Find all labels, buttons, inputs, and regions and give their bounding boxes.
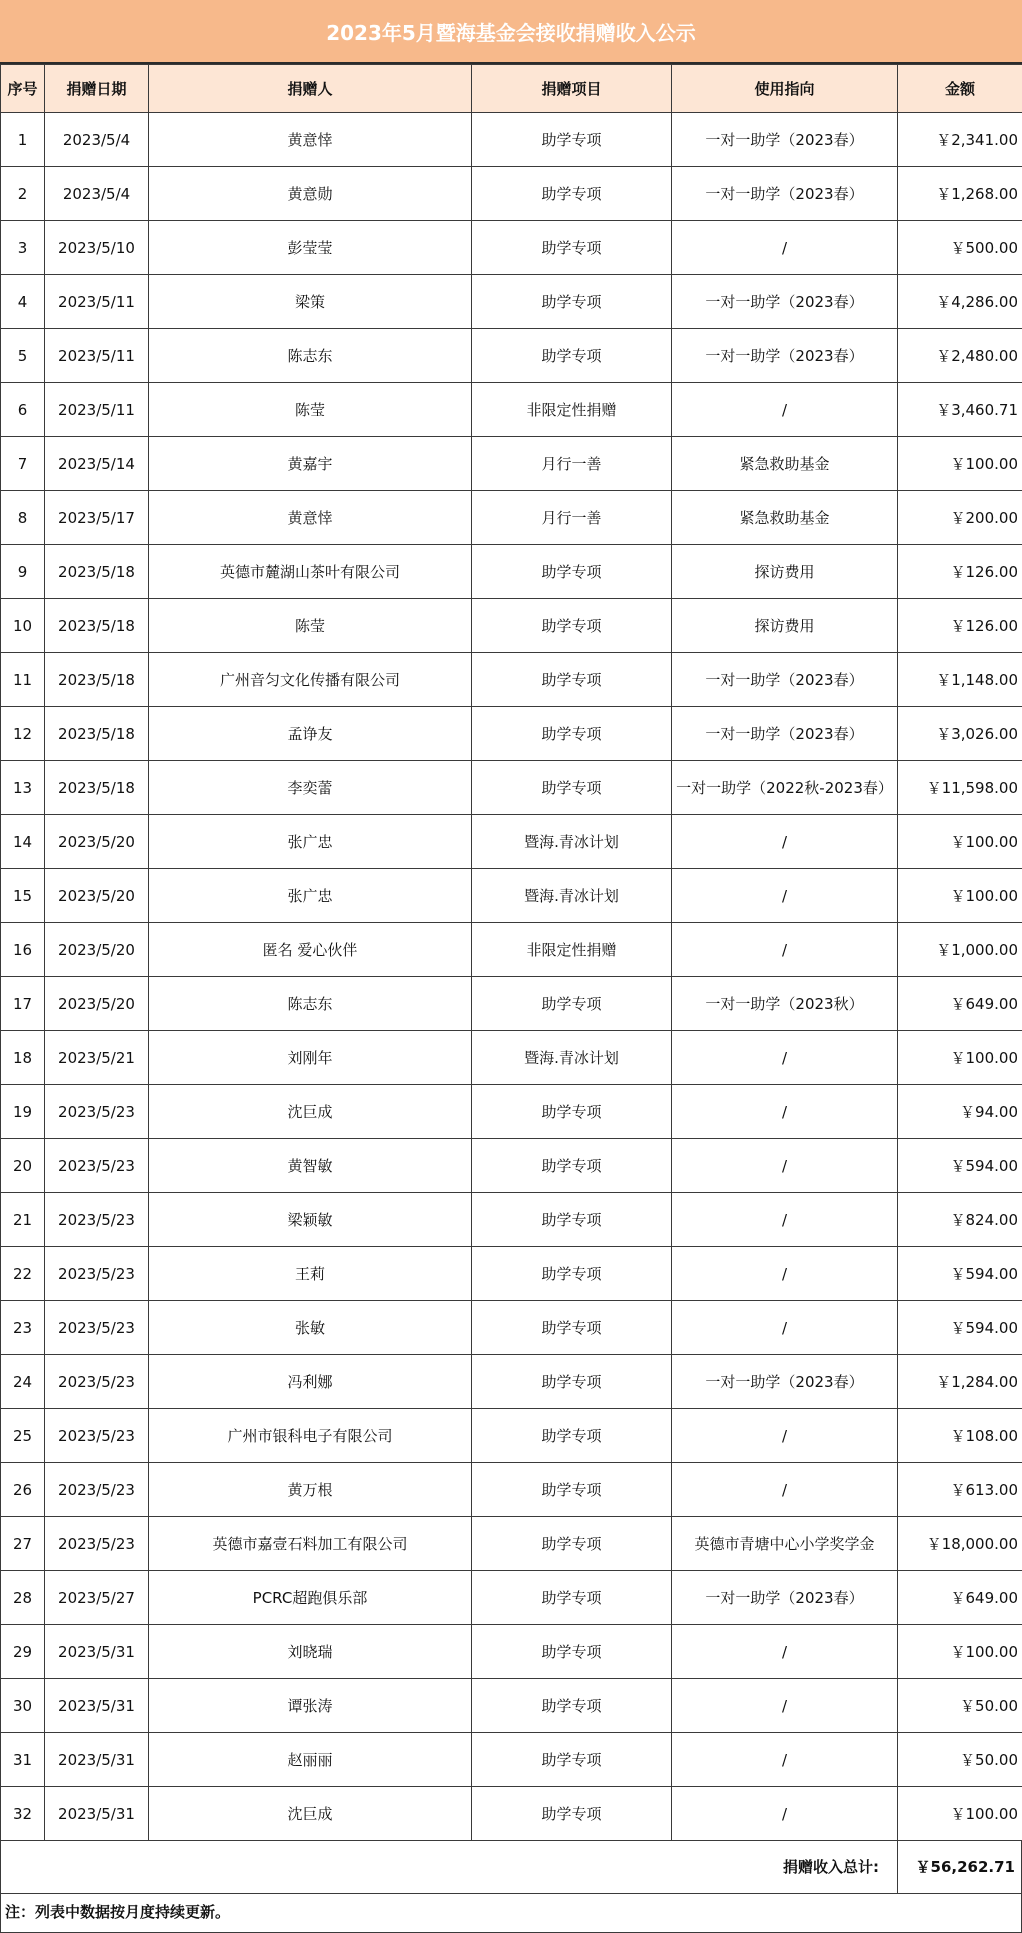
- row-use: /: [672, 1139, 898, 1193]
- row-date: 2023/5/20: [45, 923, 149, 977]
- row-date: 2023/5/4: [45, 167, 149, 221]
- row-amount: ￥500.00: [898, 221, 1022, 275]
- table-row: [1, 1517, 1022, 1571]
- table-row: [1, 1193, 1022, 1247]
- table-row: [1, 1139, 1022, 1193]
- row-date: 2023/5/31: [45, 1625, 149, 1679]
- row-project: 助学专项: [472, 977, 672, 1031]
- row-use: /: [672, 1193, 898, 1247]
- row-index: 9: [1, 545, 45, 599]
- row-donor: 黄嘉宇: [149, 437, 472, 491]
- row-donor: 刘晓瑞: [149, 1625, 472, 1679]
- row-use: 一对一助学（2023春）: [672, 1355, 898, 1409]
- row-index: 26: [1, 1463, 45, 1517]
- row-project: 助学专项: [472, 1733, 672, 1787]
- row-index: 10: [1, 599, 45, 653]
- table-row: [1, 1463, 1022, 1517]
- row-amount: ￥100.00: [898, 437, 1022, 491]
- row-project: 助学专项: [472, 1301, 672, 1355]
- row-donor: 黄意悻: [149, 113, 472, 167]
- table-row: [1, 869, 1022, 923]
- row-use: 一对一助学（2023春）: [672, 167, 898, 221]
- row-project: 非限定性捐赠: [472, 383, 672, 437]
- row-donor: 王莉: [149, 1247, 472, 1301]
- row-amount: ￥1,268.00: [898, 167, 1022, 221]
- row-project: 助学专项: [472, 1517, 672, 1571]
- row-date: 2023/5/31: [45, 1733, 149, 1787]
- row-project: 助学专项: [472, 653, 672, 707]
- row-index: 32: [1, 1787, 45, 1841]
- row-use: 紧急救助基金: [672, 491, 898, 545]
- table-row: [1, 761, 1022, 815]
- row-amount: ￥3,460.71: [898, 383, 1022, 437]
- row-project: 助学专项: [472, 1085, 672, 1139]
- row-project: 月行一善: [472, 491, 672, 545]
- row-date: 2023/5/10: [45, 221, 149, 275]
- row-use: 一对一助学（2023春）: [672, 707, 898, 761]
- table-row: [1, 653, 1022, 707]
- row-donor: 冯利娜: [149, 1355, 472, 1409]
- row-date: 2023/5/21: [45, 1031, 149, 1085]
- row-index: 19: [1, 1085, 45, 1139]
- row-donor: 陈莹: [149, 383, 472, 437]
- row-amount: ￥649.00: [898, 1571, 1022, 1625]
- row-date: 2023/5/14: [45, 437, 149, 491]
- table-row: [1, 1787, 1022, 1841]
- row-index: 11: [1, 653, 45, 707]
- row-amount: ￥50.00: [898, 1679, 1022, 1733]
- row-amount: ￥100.00: [898, 869, 1022, 923]
- row-donor: 英德市嘉壹石料加工有限公司: [149, 1517, 472, 1571]
- row-index: 22: [1, 1247, 45, 1301]
- row-use: /: [672, 815, 898, 869]
- row-amount: ￥50.00: [898, 1733, 1022, 1787]
- row-index: 3: [1, 221, 45, 275]
- table-row: [1, 167, 1022, 221]
- row-project: 助学专项: [472, 545, 672, 599]
- row-index: 30: [1, 1679, 45, 1733]
- row-use: /: [672, 1679, 898, 1733]
- row-project: 月行一善: [472, 437, 672, 491]
- row-use: /: [672, 1085, 898, 1139]
- row-project: 助学专项: [472, 1571, 672, 1625]
- row-project: 暨海.青冰计划: [472, 869, 672, 923]
- footnote: 注：列表中数据按月度持续更新。: [0, 1894, 1022, 1933]
- row-project: 助学专项: [472, 329, 672, 383]
- row-project: 助学专项: [472, 1787, 672, 1841]
- row-date: 2023/5/20: [45, 977, 149, 1031]
- table-row: [1, 1247, 1022, 1301]
- row-index: 1: [1, 113, 45, 167]
- row-index: 12: [1, 707, 45, 761]
- table-row: [1, 599, 1022, 653]
- row-project: 助学专项: [472, 1355, 672, 1409]
- row-project: 助学专项: [472, 1193, 672, 1247]
- row-project: 助学专项: [472, 1247, 672, 1301]
- row-date: 2023/5/18: [45, 545, 149, 599]
- total-label: 捐赠收入总计:: [783, 1858, 879, 1876]
- table-row: [1, 1571, 1022, 1625]
- row-donor: 英德市麓湖山茶叶有限公司: [149, 545, 472, 599]
- row-amount: ￥594.00: [898, 1301, 1022, 1355]
- row-donor: 李奕蕾: [149, 761, 472, 815]
- row-date: 2023/5/27: [45, 1571, 149, 1625]
- row-amount: ￥3,026.00: [898, 707, 1022, 761]
- row-date: 2023/5/23: [45, 1517, 149, 1571]
- row-date: 2023/5/11: [45, 275, 149, 329]
- row-index: 18: [1, 1031, 45, 1085]
- row-use: /: [672, 1247, 898, 1301]
- row-amount: ￥594.00: [898, 1247, 1022, 1301]
- row-donor: 黄万根: [149, 1463, 472, 1517]
- row-amount: ￥1,000.00: [898, 923, 1022, 977]
- row-date: 2023/5/23: [45, 1247, 149, 1301]
- row-date: 2023/5/23: [45, 1463, 149, 1517]
- table-row: [1, 977, 1022, 1031]
- row-donor: 张敏: [149, 1301, 472, 1355]
- row-donor: 彭莹莹: [149, 221, 472, 275]
- row-index: 27: [1, 1517, 45, 1571]
- header-index: 序号: [1, 65, 45, 113]
- total-row: [0, 1841, 1022, 1894]
- row-date: 2023/5/31: [45, 1787, 149, 1841]
- row-amount: ￥594.00: [898, 1139, 1022, 1193]
- row-donor: 黄智敏: [149, 1139, 472, 1193]
- row-date: 2023/5/23: [45, 1085, 149, 1139]
- row-index: 4: [1, 275, 45, 329]
- row-use: 紧急救助基金: [672, 437, 898, 491]
- row-amount: ￥100.00: [898, 815, 1022, 869]
- row-donor: 广州市银科电子有限公司: [149, 1409, 472, 1463]
- row-date: 2023/5/20: [45, 869, 149, 923]
- table-row: [1, 1301, 1022, 1355]
- row-project: 助学专项: [472, 707, 672, 761]
- row-project: 助学专项: [472, 167, 672, 221]
- table-row: [1, 923, 1022, 977]
- row-amount: ￥613.00: [898, 1463, 1022, 1517]
- row-donor: 赵丽丽: [149, 1733, 472, 1787]
- table-row: [1, 1733, 1022, 1787]
- row-index: 29: [1, 1625, 45, 1679]
- row-donor: 沈巨成: [149, 1787, 472, 1841]
- row-amount: ￥2,480.00: [898, 329, 1022, 383]
- header-use: 使用指向: [672, 65, 898, 113]
- row-date: 2023/5/4: [45, 113, 149, 167]
- row-donor: 梁策: [149, 275, 472, 329]
- table-header-row: [1, 65, 1022, 113]
- row-use: 一对一助学（2023秋）: [672, 977, 898, 1031]
- table-row: [1, 1625, 1022, 1679]
- row-index: 25: [1, 1409, 45, 1463]
- header-amount: 金额: [898, 65, 1022, 113]
- row-project: 助学专项: [472, 221, 672, 275]
- row-use: 一对一助学（2023春）: [672, 329, 898, 383]
- table-row: [1, 275, 1022, 329]
- row-donor: 陈志东: [149, 329, 472, 383]
- row-project: 助学专项: [472, 599, 672, 653]
- row-project: 暨海.青冰计划: [472, 1031, 672, 1085]
- row-use: /: [672, 1787, 898, 1841]
- row-amount: ￥126.00: [898, 545, 1022, 599]
- table-row: [1, 1409, 1022, 1463]
- row-amount: ￥94.00: [898, 1085, 1022, 1139]
- row-use: 一对一助学（2023春）: [672, 1571, 898, 1625]
- row-donor: 梁颖敏: [149, 1193, 472, 1247]
- row-index: 28: [1, 1571, 45, 1625]
- table-row: [1, 113, 1022, 167]
- row-project: 助学专项: [472, 1679, 672, 1733]
- row-use: /: [672, 1733, 898, 1787]
- table-row: [1, 329, 1022, 383]
- row-donor: 孟诤友: [149, 707, 472, 761]
- row-use: 一对一助学（2023春）: [672, 653, 898, 707]
- row-index: 2: [1, 167, 45, 221]
- row-amount: ￥18,000.00: [898, 1517, 1022, 1571]
- row-index: 8: [1, 491, 45, 545]
- row-use: /: [672, 869, 898, 923]
- row-donor: 陈莹: [149, 599, 472, 653]
- row-amount: ￥100.00: [898, 1031, 1022, 1085]
- row-use: /: [672, 1031, 898, 1085]
- table-body: [1, 113, 1022, 1841]
- table-row: [1, 383, 1022, 437]
- row-amount: ￥100.00: [898, 1625, 1022, 1679]
- row-use: 探访费用: [672, 599, 898, 653]
- row-index: 16: [1, 923, 45, 977]
- row-use: 英德市青塘中心小学奖学金: [672, 1517, 898, 1571]
- row-date: 2023/5/20: [45, 815, 149, 869]
- header-project: 捐赠项目: [472, 65, 672, 113]
- row-project: 暨海.青冰计划: [472, 815, 672, 869]
- row-index: 24: [1, 1355, 45, 1409]
- row-index: 23: [1, 1301, 45, 1355]
- row-amount: ￥11,598.00: [898, 761, 1022, 815]
- row-project: 助学专项: [472, 1625, 672, 1679]
- row-use: /: [672, 383, 898, 437]
- row-index: 17: [1, 977, 45, 1031]
- row-use: /: [672, 1409, 898, 1463]
- row-use: /: [672, 1463, 898, 1517]
- table-row: [1, 437, 1022, 491]
- row-use: 探访费用: [672, 545, 898, 599]
- row-donor: 陈志东: [149, 977, 472, 1031]
- table-row: [1, 1679, 1022, 1733]
- row-date: 2023/5/23: [45, 1301, 149, 1355]
- row-date: 2023/5/18: [45, 761, 149, 815]
- row-project: 助学专项: [472, 1409, 672, 1463]
- row-donor: 广州音匀文化传播有限公司: [149, 653, 472, 707]
- row-amount: ￥108.00: [898, 1409, 1022, 1463]
- row-index: 15: [1, 869, 45, 923]
- row-project: 助学专项: [472, 275, 672, 329]
- row-index: 13: [1, 761, 45, 815]
- row-date: 2023/5/11: [45, 383, 149, 437]
- row-donor: 匿名 爱心伙伴: [149, 923, 472, 977]
- row-date: 2023/5/18: [45, 599, 149, 653]
- row-use: 一对一助学（2023春）: [672, 113, 898, 167]
- table-row: [1, 1085, 1022, 1139]
- row-project: 非限定性捐赠: [472, 923, 672, 977]
- row-amount: ￥126.00: [898, 599, 1022, 653]
- row-donor: 谭张涛: [149, 1679, 472, 1733]
- row-project: 助学专项: [472, 1139, 672, 1193]
- row-amount: ￥649.00: [898, 977, 1022, 1031]
- row-project: 助学专项: [472, 1463, 672, 1517]
- row-use: /: [672, 1625, 898, 1679]
- row-donor: PCRC超跑俱乐部: [149, 1571, 472, 1625]
- row-index: 6: [1, 383, 45, 437]
- table-row: [1, 1031, 1022, 1085]
- row-amount: ￥200.00: [898, 491, 1022, 545]
- row-date: 2023/5/31: [45, 1679, 149, 1733]
- row-use: /: [672, 1301, 898, 1355]
- row-index: 20: [1, 1139, 45, 1193]
- row-date: 2023/5/17: [45, 491, 149, 545]
- header-donor: 捐赠人: [149, 65, 472, 113]
- row-use: 一对一助学（2022秋-2023春）: [672, 761, 898, 815]
- donation-table: [0, 64, 1022, 1841]
- row-donor: 张广忠: [149, 815, 472, 869]
- row-amount: ￥824.00: [898, 1193, 1022, 1247]
- row-index: 31: [1, 1733, 45, 1787]
- row-amount: ￥1,148.00: [898, 653, 1022, 707]
- row-amount: ￥2,341.00: [898, 113, 1022, 167]
- table-row: [1, 221, 1022, 275]
- row-index: 21: [1, 1193, 45, 1247]
- row-project: 助学专项: [472, 761, 672, 815]
- row-donor: 黄意勋: [149, 167, 472, 221]
- row-date: 2023/5/11: [45, 329, 149, 383]
- header-date: 捐赠日期: [45, 65, 149, 113]
- row-donor: 黄意悻: [149, 491, 472, 545]
- row-date: 2023/5/18: [45, 707, 149, 761]
- table-row: [1, 815, 1022, 869]
- row-donor: 沈巨成: [149, 1085, 472, 1139]
- table-row: [1, 707, 1022, 761]
- table-row: [1, 491, 1022, 545]
- row-donor: 刘刚年: [149, 1031, 472, 1085]
- row-index: 5: [1, 329, 45, 383]
- page-title: 2023年5月暨海基金会接收捐赠收入公示: [0, 0, 1022, 64]
- row-amount: ￥100.00: [898, 1787, 1022, 1841]
- row-use: 一对一助学（2023春）: [672, 275, 898, 329]
- row-date: 2023/5/23: [45, 1139, 149, 1193]
- row-project: 助学专项: [472, 113, 672, 167]
- row-use: /: [672, 221, 898, 275]
- row-index: 14: [1, 815, 45, 869]
- row-date: 2023/5/23: [45, 1355, 149, 1409]
- row-date: 2023/5/23: [45, 1193, 149, 1247]
- table-row: [1, 545, 1022, 599]
- row-index: 7: [1, 437, 45, 491]
- total-value: ￥56,262.71: [915, 1858, 1015, 1876]
- row-date: 2023/5/23: [45, 1409, 149, 1463]
- row-use: /: [672, 923, 898, 977]
- table-row: [1, 1355, 1022, 1409]
- row-amount: ￥4,286.00: [898, 275, 1022, 329]
- row-date: 2023/5/18: [45, 653, 149, 707]
- row-donor: 张广忠: [149, 869, 472, 923]
- row-amount: ￥1,284.00: [898, 1355, 1022, 1409]
